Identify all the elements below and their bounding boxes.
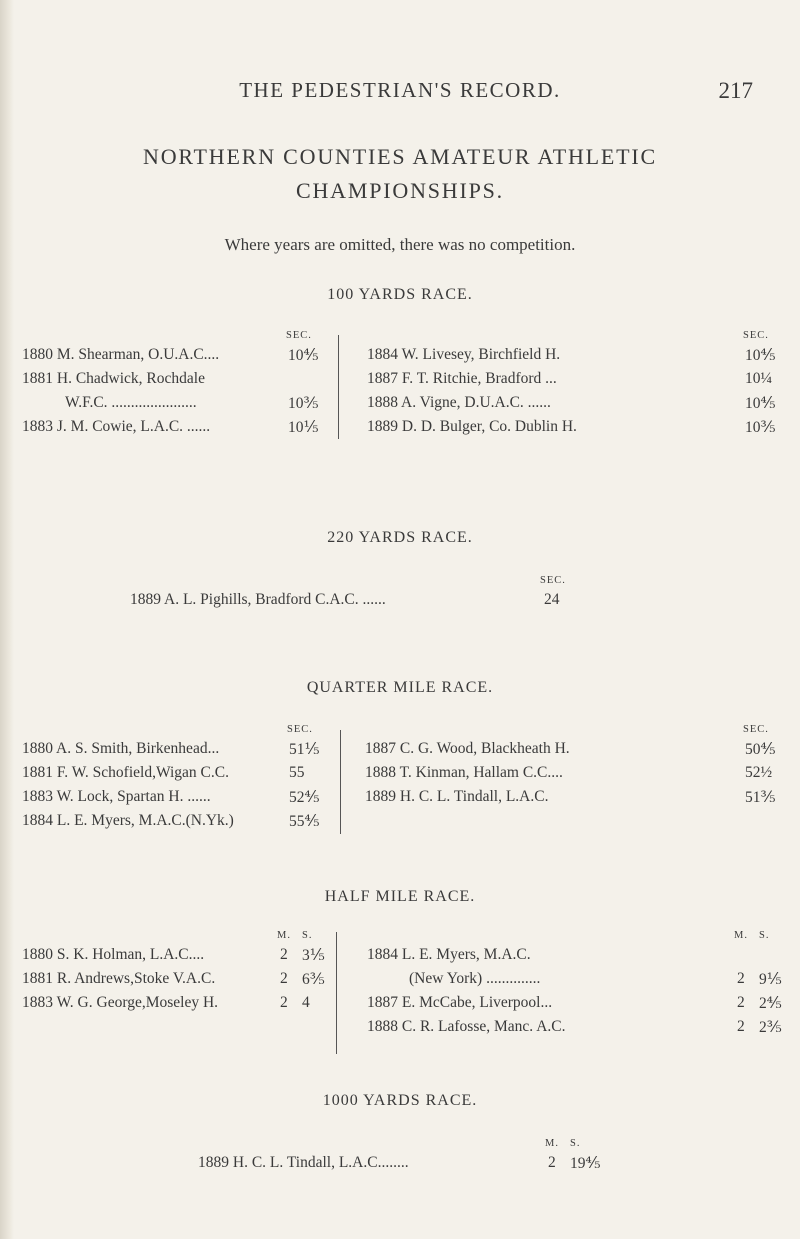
time-value: 50⅘	[745, 741, 776, 758]
time-value: 51⅗	[745, 789, 776, 806]
table-half-mile-left	[22, 930, 342, 1040]
page-title	[0, 140, 800, 208]
table-row: 1880 A. S. Smith, Birkenhead...	[22, 740, 220, 757]
seconds-value: 9⅕	[759, 971, 782, 988]
section-heading-220-yards: 220 YARDS RACE.	[327, 529, 473, 546]
column-divider	[338, 335, 339, 439]
table-row: 1889 H. C. L. Tindall, L.A.C........	[198, 1154, 409, 1171]
seconds-value: 3⅕	[302, 947, 325, 964]
table-row: 1884 L. E. Myers, M.A.C.	[367, 946, 531, 963]
table-row: 1880 M. Shearman, O.U.A.C....	[22, 346, 220, 363]
time-value: 55	[289, 764, 305, 781]
table-row: 1888 A. Vigne, D.U.A.C. ......	[367, 394, 551, 411]
table-row: 1887 C. G. Wood, Blackheath H.	[365, 740, 570, 757]
unit-header-sec: SEC.	[540, 575, 566, 586]
minutes-value: 2	[737, 970, 745, 987]
table-row: 1880 S. K. Holman, L.A.C....	[22, 946, 205, 963]
table-row: 1888 C. R. Lafosse, Manc. A.C.	[367, 1018, 566, 1035]
table-row: 1889 H. C. L. Tindall, L.A.C.	[365, 788, 549, 805]
unit-header-seconds: S.	[759, 930, 770, 941]
time-value: 10⅘	[745, 395, 776, 412]
unit-header-seconds: S.	[570, 1138, 581, 1149]
running-title: THE PEDESTRIAN'S RECORD.	[239, 78, 561, 102]
seconds-value: 19⅘	[570, 1155, 601, 1172]
omission-note: Where years are omitted, there was no competition.	[224, 235, 576, 254]
unit-header-sec: SEC.	[287, 724, 313, 735]
unit-header-minutes: M.	[545, 1138, 559, 1149]
running-header	[0, 78, 800, 108]
time-value: 10⅕	[288, 419, 319, 436]
minutes-value: 2	[280, 946, 288, 963]
time-value: 52⅘	[289, 789, 320, 806]
table-row: 1887 F. T. Ritchie, Bradford ...	[367, 370, 557, 387]
table-half-mile-right	[367, 930, 787, 1060]
time-value: 55⅘	[289, 813, 320, 830]
minutes-value: 2	[737, 994, 745, 1011]
table-quarter-mile-right	[365, 724, 785, 840]
table-quarter-mile-left	[22, 724, 342, 840]
table-row: 1887 E. McCabe, Liverpool...	[367, 994, 553, 1011]
time-value: 52½	[745, 764, 773, 781]
seconds-value: 2⅘	[759, 995, 782, 1012]
table-row: 1883 W. Lock, Spartan H. ......	[22, 788, 211, 805]
table-row: 1884 W. Livesey, Birchfield H.	[367, 346, 561, 363]
unit-header-sec: SEC.	[286, 330, 312, 341]
section-heading-half-mile: HALF MILE RACE.	[324, 888, 476, 905]
title-line-2: CHAMPIONSHIPS.	[296, 178, 504, 203]
table-row: 1881 F. W. Schofield,Wigan C.C.	[22, 764, 229, 781]
section-heading-100-yards: 100 YARDS RACE.	[327, 286, 473, 303]
time-value: 10⅗	[288, 395, 319, 412]
unit-header-sec: SEC.	[743, 330, 769, 341]
seconds-value: 4	[302, 994, 310, 1011]
minutes-value: 2	[280, 970, 288, 987]
table-row: 1883 W. G. George,Moseley H.	[22, 994, 219, 1011]
table-row: (New York) ..............	[409, 970, 541, 987]
time-value: 24	[544, 591, 560, 608]
table-row: 1883 J. M. Cowie, L.A.C. ......	[22, 418, 211, 435]
seconds-value: 6⅗	[302, 971, 325, 988]
minutes-value: 2	[280, 994, 288, 1011]
unit-header-minutes: M.	[277, 930, 291, 941]
unit-header-sec: SEC.	[743, 724, 769, 735]
table-row: 1881 R. Andrews,Stoke V.A.C.	[22, 970, 216, 987]
unit-header-minutes: M.	[734, 930, 748, 941]
table-100-yards-left	[22, 330, 332, 446]
minutes-value: 2	[548, 1154, 556, 1171]
time-value: 10¼	[745, 370, 773, 387]
column-divider	[336, 932, 337, 1054]
table-row: 1881 H. Chadwick, Rochdale	[22, 370, 205, 387]
page-number: 217	[718, 78, 753, 103]
title-line-1: NORTHERN COUNTIES AMATEUR ATHLETIC	[143, 144, 657, 169]
table-220-yards	[130, 575, 610, 615]
unit-header-seconds: S.	[302, 930, 313, 941]
table-row: 1888 T. Kinman, Hallam C.C....	[365, 764, 563, 781]
time-value: 10⅘	[745, 347, 776, 364]
table-row: 1889 A. L. Pighills, Bradford C.A.C. ......	[130, 591, 386, 608]
table-row: W.F.C. ......................	[65, 394, 197, 411]
minutes-value: 2	[737, 1018, 745, 1035]
time-value: 10⅗	[745, 419, 776, 436]
table-row: 1889 D. D. Bulger, Co. Dublin H.	[367, 418, 577, 435]
seconds-value: 2⅗	[759, 1019, 782, 1036]
section-heading-1000-yards: 1000 YARDS RACE.	[322, 1092, 478, 1109]
time-value: 51⅕	[289, 741, 320, 758]
table-100-yards-right	[367, 330, 787, 446]
time-value: 10⅘	[288, 347, 319, 364]
table-row: 1884 L. E. Myers, M.A.C.(N.Yk.)	[22, 812, 234, 829]
table-1000-yards	[198, 1138, 618, 1178]
column-divider	[340, 730, 341, 834]
section-heading-quarter-mile: QUARTER MILE RACE.	[306, 679, 494, 696]
